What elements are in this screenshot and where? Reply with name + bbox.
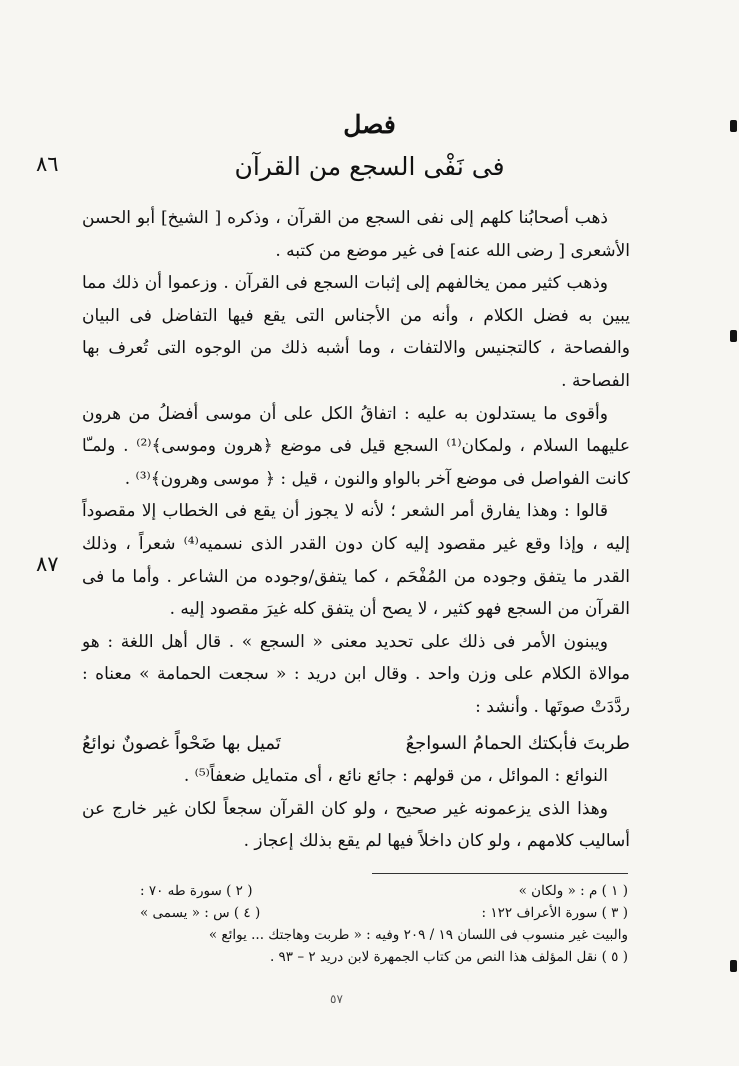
verse-second-hemistich: تَميل بها ضَحْواً غصونٌ نوائعُ (82, 732, 281, 754)
footnote: والبيت غير منسوب فى اللسان ١٩ / ٢٠٩ وفيه : « طربت وهاجتك ... يوائع » (208, 927, 628, 943)
paragraph: ويبنون الأمر فى ذلك على تحديد معنى « السجع » . قال أهل اللغة : هو موالاة الكلام على وزن واحد . وقال ابن دريد : « سجعت الحمامة » معناه : ردَّدَتْ صوتَها . وأنشد : (82, 631, 630, 717)
footnotes (140, 880, 628, 968)
margin-page-number: ٨٦ (36, 152, 59, 176)
paragraph: ذهب أصحابُنا كلهم إلى نفى السجع من القرآن ، وذكره [ الشيخ] أبو الحسن الأشعرى [ رضى الله عنه] فى غير موضع من كتبه . (82, 208, 630, 261)
footnote-divider (372, 873, 628, 874)
page-footer-number: ٥٧ (330, 992, 343, 1006)
footnote-row (140, 902, 628, 924)
footnote: ( ٤ ) س : « يسمى » (140, 905, 261, 921)
verse-first-hemistich: طربتَ فأبكتك الحمامُ السواجعُ (405, 732, 630, 754)
section-heading: فصل (343, 110, 396, 139)
section-subheading: فى نَفْى السجع من القرآن (234, 152, 505, 181)
poem-verse (82, 728, 630, 761)
footnote: ( ٢ ) سورة طه ٧٠ : (140, 883, 253, 899)
footnote-row (140, 880, 628, 902)
footnote: ( ١ ) م : « ولكان » (518, 883, 628, 899)
scan-edge-mark (730, 960, 737, 972)
paragraph: النوائع : الموائل ، من قولهم : جائع نائع ، أى متمايل ضعفاً⁽⁵⁾ . (183, 766, 608, 787)
body-text (82, 202, 630, 858)
margin-page-number: ٨٧ (36, 552, 59, 576)
footnote: ( ٥ ) نقل المؤلف هذا النص من كتاب الجمهرة لابن دريد ٢ – ٩٣ . (269, 949, 628, 965)
scan-edge-mark (730, 330, 737, 342)
paragraph: وأقوى ما يستدلون به عليه : اتفاقُ الكل على أن موسى أفضلُ من هرون عليهما السلام ، ولمكان⁽¹⁾ السجع قيل فى موضع ﴿هرون وموسى﴾⁽²⁾ . ولمـّا كانت الفواصل فى موضع آخر بالواو والنون ، قيل : ﴿ موسى وهرون﴾⁽³⁾ . (82, 403, 631, 489)
paragraph: قالوا : وهذا يفارق أمر الشعر ؛ لأنه لا يجوز أن يقع فى الخطاب إلا مقصوداً إليه ، وإذا وقع غير مقصود إليه كان دون القدر الذى نسميه⁽⁴⁾ شعراً ، وذلك القدر ما يتفق وجوده من المُفْحَم ، كما يتفق/وجوده من الشاعر . وأما ما فى القرآن من السجع فهو كثير ، لا يصح أن يتفق كله غيرَ مقصود إليه . (82, 501, 630, 620)
paragraph: وهذا الذى يزعمونه غير صحيح ، ولو كان القرآن سجعاً لكان غير خارج عن أساليب كلامهم ، ولو كان داخلاً فيها لم يقع بذلك إعجاز . (82, 798, 630, 852)
scan-edge-mark (730, 120, 737, 132)
paragraph: وذهب كثير ممن يخالفهم إلى إثبات السجع فى القرآن . وزعموا أن ذلك مما يبين به فضل الكلام ، وأنه من الأجناس التى يقع فيها التفاضل فى البيان والفصاحة ، كالتجنيس والالتفات ، وما أشبه ذلك من الوجوه التى تُعرف بها الفصاحة . (82, 273, 630, 391)
footnote: ( ٣ ) سورة الأعراف ١٢٢ : (481, 905, 628, 921)
